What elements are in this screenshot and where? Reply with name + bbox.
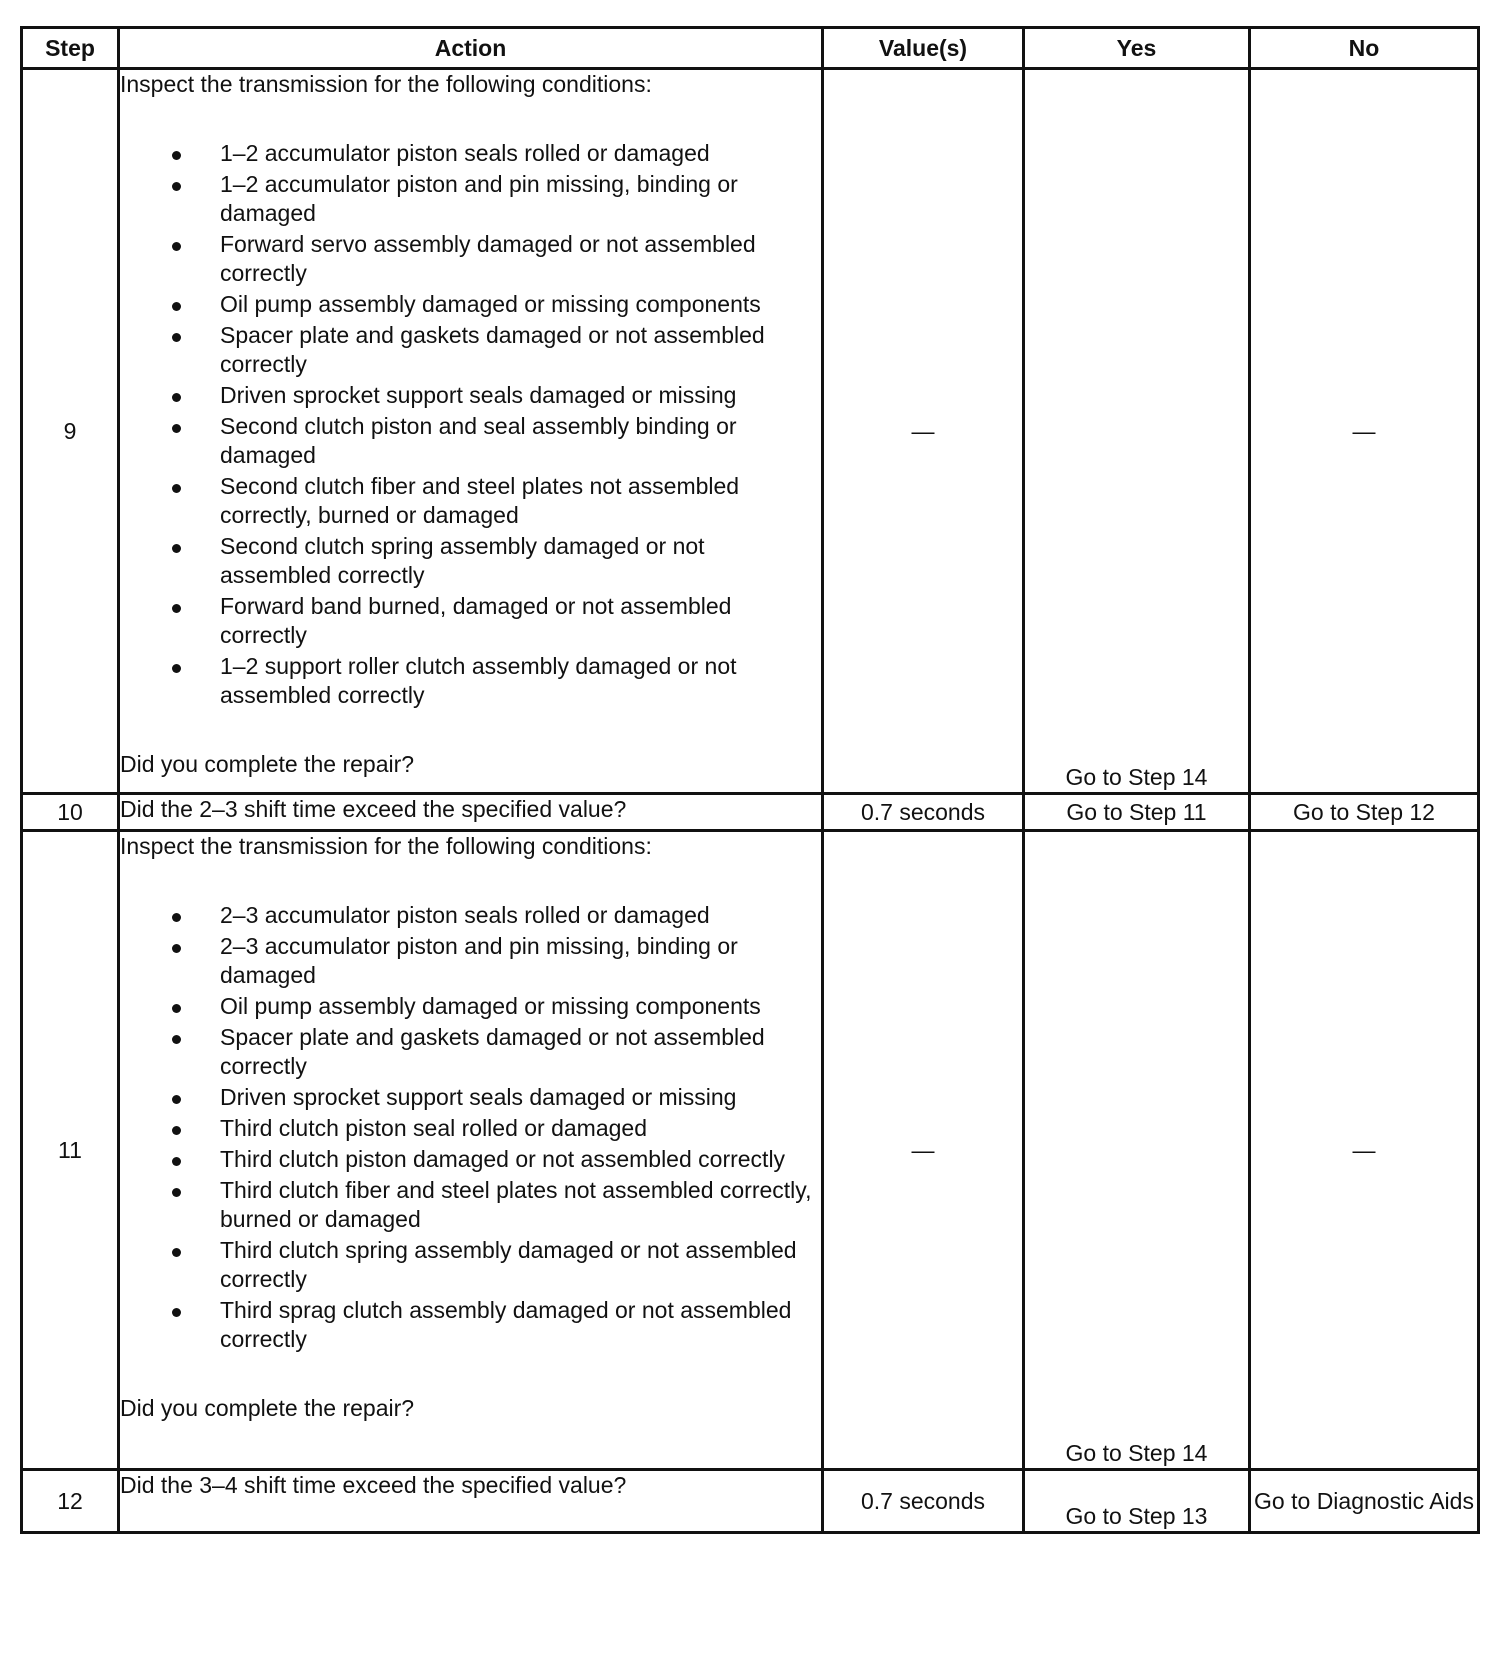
list-item: Third clutch piston damaged or not assembled correctly — [120, 1145, 821, 1174]
table-row-step-12 — [22, 1470, 1479, 1533]
action-cell — [119, 69, 823, 794]
list-item: 1–2 support roller clutch assembly damaged or not assembled correctly — [120, 652, 821, 710]
bullet-icon — [172, 1035, 181, 1044]
no-cell: — — [1250, 831, 1479, 1470]
bullet-icon — [172, 182, 181, 191]
bullet-icon — [172, 544, 181, 553]
bullet-icon — [172, 1308, 181, 1317]
action-question: Did you complete the repair? — [120, 1395, 415, 1421]
list-item: Third sprag clutch assembly damaged or not assembled correctly — [120, 1296, 821, 1354]
bullet-icon — [172, 484, 181, 493]
list-item: Forward band burned, damaged or not assembled correctly — [120, 592, 821, 650]
action-question: Did the 2–3 shift time exceed the specified value? — [119, 794, 823, 831]
bullet-icon — [172, 1157, 181, 1166]
list-item: Driven sprocket support seals damaged or missing — [120, 381, 821, 410]
bullet-icon — [172, 302, 181, 311]
step-number: 12 — [22, 1470, 119, 1533]
bullet-icon — [172, 1004, 181, 1013]
table-row-step-10 — [22, 794, 1479, 831]
table-row-step-11 — [22, 831, 1479, 1470]
list-item: Second clutch piston and seal assembly binding or damaged — [120, 412, 821, 470]
list-item: Oil pump assembly damaged or missing components — [120, 992, 821, 1021]
yes-cell: Go to Step 13 — [1024, 1470, 1250, 1533]
step-number: 11 — [22, 831, 119, 1470]
list-item: Oil pump assembly damaged or missing components — [120, 290, 821, 319]
list-item: 1–2 accumulator piston and pin missing, binding or damaged — [120, 170, 821, 228]
value-cell: — — [823, 69, 1024, 794]
no-cell: — — [1250, 69, 1479, 794]
header-action: Action — [119, 28, 823, 69]
bullet-icon — [172, 1188, 181, 1197]
bullet-icon — [172, 424, 181, 433]
yes-cell: Go to Step 14 — [1024, 831, 1250, 1470]
list-item: 2–3 accumulator piston seals rolled or damaged — [120, 901, 821, 930]
list-item: Spacer plate and gaskets damaged or not assembled correctly — [120, 1023, 821, 1081]
list-item: Second clutch spring assembly damaged or not assembled correctly — [120, 532, 821, 590]
table-row-step-9 — [22, 69, 1479, 794]
list-item: Driven sprocket support seals damaged or missing — [120, 1083, 821, 1112]
action-intro: Inspect the transmission for the following conditions: — [120, 833, 652, 859]
action-question: Did you complete the repair? — [120, 751, 415, 777]
bullet-icon — [172, 944, 181, 953]
list-item: Third clutch piston seal rolled or damaged — [120, 1114, 821, 1143]
header-step: Step — [22, 28, 119, 69]
list-item: Forward servo assembly damaged or not assembled correctly — [120, 230, 821, 288]
conditions-list — [120, 139, 821, 710]
value-cell: 0.7 seconds — [823, 1470, 1024, 1533]
bullet-icon — [172, 1095, 181, 1104]
list-item: Third clutch spring assembly damaged or not assembled correctly — [120, 1236, 821, 1294]
value-cell: 0.7 seconds — [823, 794, 1024, 831]
header-no: No — [1250, 28, 1479, 69]
action-cell — [119, 831, 823, 1470]
no-cell: Go to Step 12 — [1250, 794, 1479, 831]
bullet-icon — [172, 242, 181, 251]
step-number: 9 — [22, 69, 119, 794]
bullet-icon — [172, 664, 181, 673]
header-yes: Yes — [1024, 28, 1250, 69]
list-item: Second clutch fiber and steel plates not assembled correctly, burned or damaged — [120, 472, 821, 530]
step-number: 10 — [22, 794, 119, 831]
bullet-icon — [172, 604, 181, 613]
bullet-icon — [172, 1248, 181, 1257]
list-item: 2–3 accumulator piston and pin missing, binding or damaged — [120, 932, 821, 990]
bullet-icon — [172, 913, 181, 922]
header-row — [22, 28, 1479, 69]
no-cell-text: Go to Diagnostic Aids — [1254, 1487, 1474, 1514]
bullet-icon — [172, 151, 181, 160]
action-intro: Inspect the transmission for the following conditions: — [120, 71, 652, 97]
no-cell — [1250, 1470, 1479, 1533]
yes-cell: Go to Step 14 — [1024, 69, 1250, 794]
list-item: Third clutch fiber and steel plates not assembled correctly, burned or damaged — [120, 1176, 821, 1234]
yes-cell: Go to Step 11 — [1024, 794, 1250, 831]
header-values: Value(s) — [823, 28, 1024, 69]
action-question: Did the 3–4 shift time exceed the specified value? — [119, 1470, 823, 1533]
diagnostic-table — [20, 26, 1480, 1534]
conditions-list — [120, 901, 821, 1354]
value-cell: — — [823, 831, 1024, 1470]
list-item: Spacer plate and gaskets damaged or not assembled correctly — [120, 321, 821, 379]
list-item: 1–2 accumulator piston seals rolled or damaged — [120, 139, 821, 168]
bullet-icon — [172, 333, 181, 342]
bullet-icon — [172, 1126, 181, 1135]
bullet-icon — [172, 393, 181, 402]
